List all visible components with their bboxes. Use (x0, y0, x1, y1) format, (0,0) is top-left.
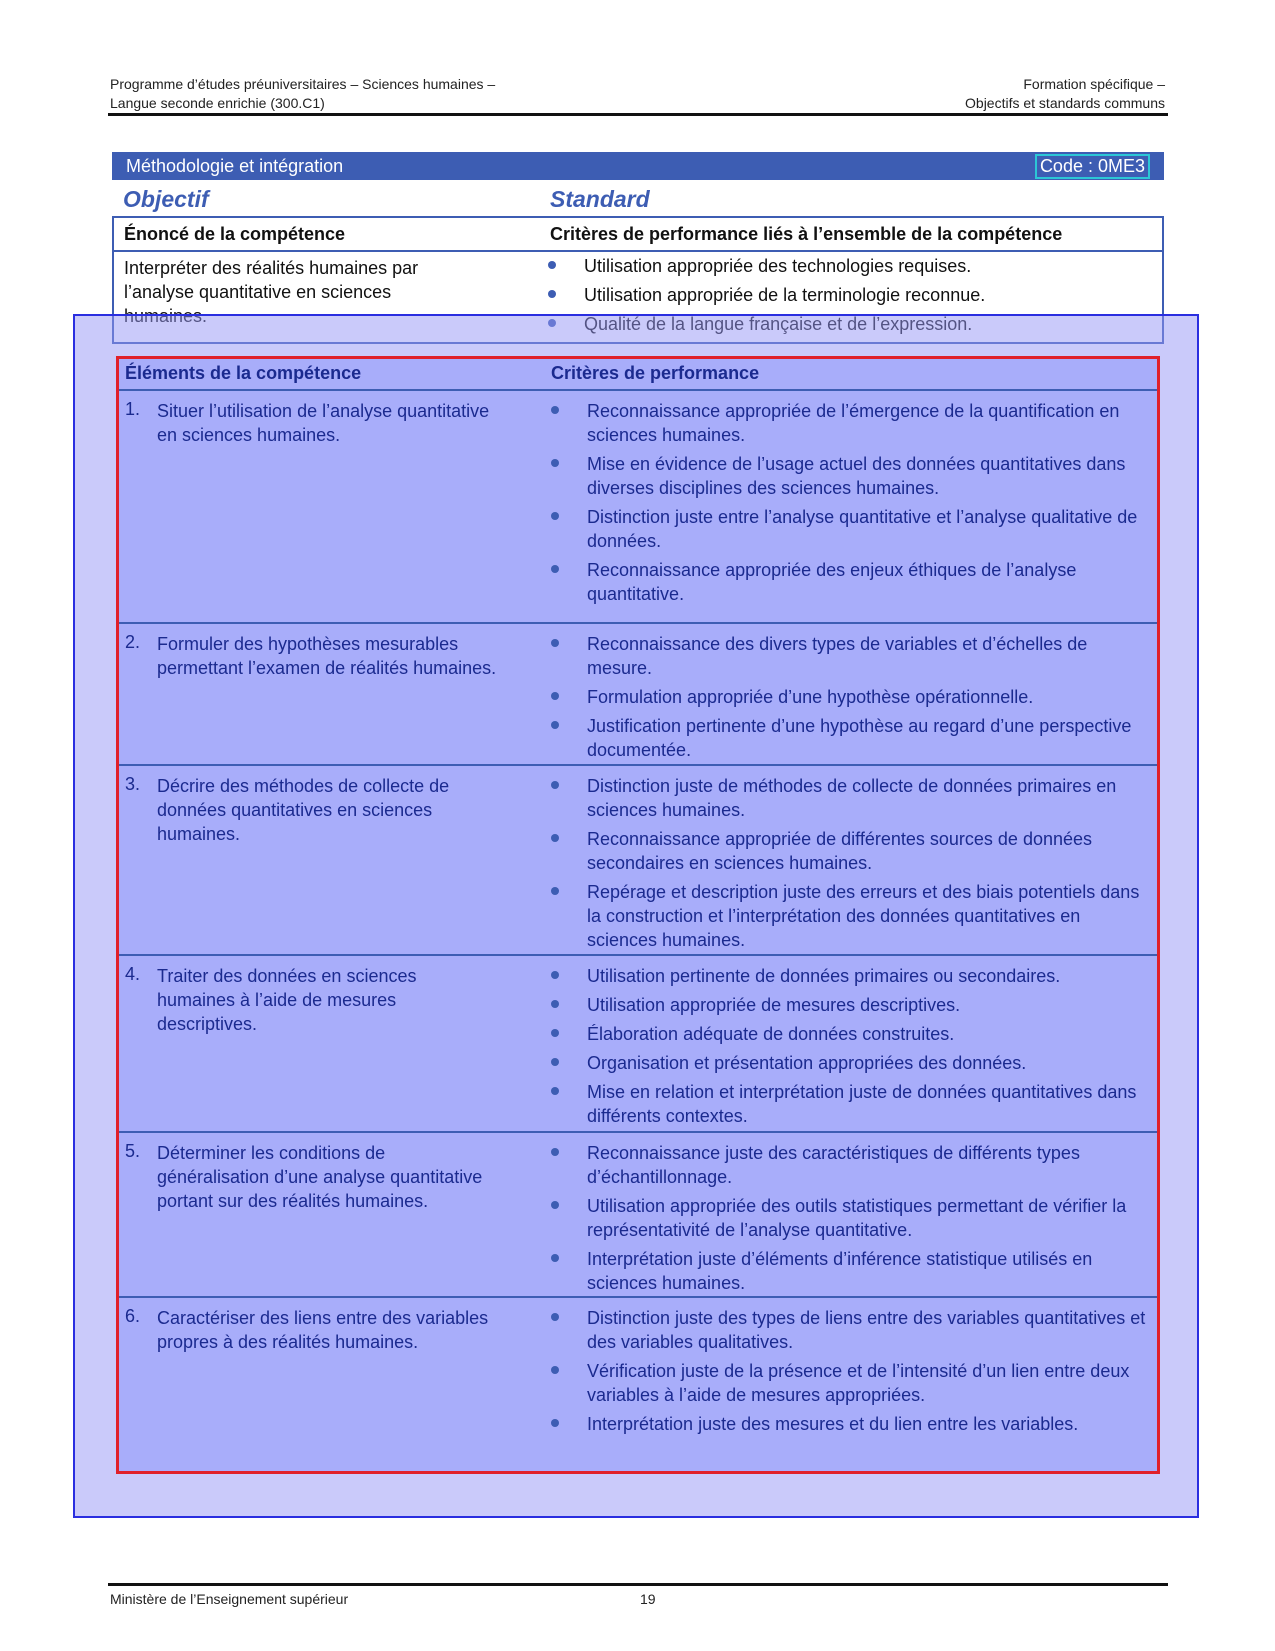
performance-list (549, 1306, 1149, 1441)
footer-divider (108, 1583, 1168, 1586)
bullet-icon (551, 1029, 559, 1037)
competence-header (114, 218, 1162, 252)
bullet-icon (551, 781, 559, 789)
page-footer (110, 1591, 656, 1607)
criteria-text: Utilisation appropriée de mesures descriptives. (587, 995, 961, 1015)
bullet-icon (551, 971, 559, 979)
banner-title: Méthodologie et intégration (126, 155, 344, 176)
bullet-icon (551, 1366, 559, 1374)
criteria-item (546, 283, 1146, 307)
element-row-3 (119, 766, 1157, 956)
criteria-text: Utilisation appropriée de la terminologie reconnue. (584, 285, 986, 305)
criteria-item (549, 1141, 1149, 1189)
criteria-item (549, 685, 1149, 709)
elements-head-right: Critères de performance (551, 363, 760, 383)
performance-list (549, 774, 1149, 957)
bullet-icon (551, 721, 559, 729)
criteria-item (549, 1359, 1149, 1407)
performance-list (549, 964, 1149, 1133)
section-standard: Standard (550, 186, 650, 212)
performance-list (549, 632, 1149, 767)
header-program: Programme d’études préuniversitaires – Sciences humaines – (110, 76, 496, 92)
criteria-item (549, 1022, 1149, 1046)
criteria-text: Interprétation juste des mesures et du lien entre les variables. (587, 1414, 1079, 1434)
bullet-icon (551, 1148, 559, 1156)
section-objectif: Objectif (123, 186, 209, 212)
element-number: 6. (125, 1306, 141, 1326)
competence-head-right: Critères de performance liés à l’ensemble de la compétence (550, 224, 1063, 244)
bullet-icon (551, 887, 559, 895)
criteria-text: Justification pertinente d’une hypothèse au regard d’une perspective documentée. (587, 716, 1132, 760)
criteria-text: Mise en évidence de l’usage actuel des données quantitatives dans diverses disciplines des sciences humaines. (587, 454, 1126, 498)
bullet-icon (551, 512, 559, 520)
bullet-icon (548, 290, 556, 298)
criteria-text: Reconnaissance juste des caractéristiques de différents types d’échantillonnage. (587, 1143, 1080, 1187)
element-number: 3. (125, 774, 141, 794)
header-divider (108, 113, 1168, 116)
bullet-icon (551, 834, 559, 842)
element-text: Décrire des méthodes de collecte de données quantitatives en sciences humaines. (157, 776, 450, 844)
criteria-item (549, 714, 1149, 762)
criteria-text: Utilisation appropriée des outils statistiques permettant de vérifier la représentativité de l’analyse quantitative. (587, 1196, 1127, 1240)
element-text: Traiter des données en sciences humaines à l’aide de mesures descriptives. (157, 966, 417, 1034)
criteria-item (549, 827, 1149, 875)
element-row-6 (119, 1298, 1157, 1463)
bullet-icon (551, 1000, 559, 1008)
criteria-item (549, 1194, 1149, 1242)
criteria-text: Distinction juste entre l’analyse quantitative et l’analyse qualitative de données. (587, 507, 1138, 551)
criteria-text: Reconnaissance appropriée des enjeux éthiques de l’analyse quantitative. (587, 560, 1077, 604)
criteria-text: Interprétation juste d’éléments d’inférence statistique utilisés en sciences humaines. (587, 1249, 1093, 1293)
criteria-text: Élaboration adéquate de données construites. (587, 1024, 955, 1044)
criteria-text: Reconnaissance appropriée de l’émergence de la quantification en sciences humaines. (587, 401, 1120, 445)
criteria-text: Reconnaissance appropriée de différentes sources de données secondaires en sciences humaines. (587, 829, 1093, 873)
criteria-item (549, 558, 1149, 606)
header-objectives: Objectifs et standards communs (965, 95, 1165, 111)
element-row-4 (119, 956, 1157, 1133)
bullet-icon (551, 639, 559, 647)
bullet-icon (551, 459, 559, 467)
bullet-icon (551, 1313, 559, 1321)
element-number: 2. (125, 632, 141, 652)
performance-list (549, 399, 1149, 611)
course-banner (112, 152, 1164, 180)
element-text: Déterminer les conditions de généralisation d’une analyse quantitative portant sur des réalités humaines. (157, 1143, 483, 1211)
element-number: 4. (125, 964, 141, 984)
bullet-icon (551, 1058, 559, 1066)
bullet-icon (551, 406, 559, 414)
criteria-item (549, 399, 1149, 447)
criteria-text: Mise en relation et interprétation juste de données quantitatives dans différents contextes. (587, 1082, 1137, 1126)
bullet-icon (551, 1201, 559, 1209)
competence-head-left: Énoncé de la compétence (124, 224, 346, 244)
bullet-icon (551, 692, 559, 700)
header-formation: Formation spécifique – (1023, 76, 1165, 92)
competence-statement: Interpréter des réalités humaines par l’analyse quantitative en sciences (124, 258, 419, 302)
element-row-5 (119, 1133, 1157, 1298)
bullet-icon (551, 1087, 559, 1095)
criteria-text: Formulation appropriée d’une hypothèse opérationnelle. (587, 687, 1034, 707)
criteria-item (549, 774, 1149, 822)
criteria-item (549, 964, 1149, 988)
element-text: Formuler des hypothèses mesurables permettant l’examen de réalités humaines. (157, 634, 497, 678)
bullet-icon (551, 565, 559, 573)
header-program-code: Langue seconde enrichie (300.C1) (110, 95, 325, 111)
criteria-item (549, 880, 1149, 952)
criteria-item (549, 632, 1149, 680)
criteria-text: Utilisation pertinente de données primaires ou secondaires. (587, 966, 1061, 986)
criteria-text: Vérification juste de la présence et de l’intensité d’un lien entre deux variables à l’aide de mesures appropriées. (587, 1361, 1130, 1405)
criteria-item (549, 1051, 1149, 1075)
element-number: 5. (125, 1141, 141, 1161)
bullet-icon (551, 1254, 559, 1262)
criteria-text: Utilisation appropriée des technologies requises. (584, 256, 972, 276)
criteria-item (549, 505, 1149, 553)
elements-table (116, 356, 1160, 1474)
element-row-1 (119, 391, 1157, 624)
elements-head-left: Éléments de la compétence (125, 363, 362, 383)
page-header (110, 75, 1165, 113)
banner-code: Code : 0ME3 (1035, 154, 1150, 179)
criteria-item (546, 254, 1146, 278)
criteria-text: Repérage et description juste des erreurs et des biais potentiels dans la construction et l’interprétation des données quantitatives en sciences humaines. (587, 882, 1140, 950)
element-text: Situer l’utilisation de l’analyse quantitative en sciences humaines. (157, 401, 490, 445)
element-text: Caractériser des liens entre des variables propres à des réalités humaines. (157, 1308, 489, 1352)
criteria-text: Distinction juste de méthodes de collecte de données primaires en sciences humaines. (587, 776, 1117, 820)
bullet-icon (548, 261, 556, 269)
element-row-2 (119, 624, 1157, 766)
performance-list (549, 1141, 1149, 1300)
criteria-item (549, 993, 1149, 1017)
criteria-text: Reconnaissance des divers types de variables et d’échelles de mesure. (587, 634, 1088, 678)
criteria-text: Distinction juste des types de liens entre des variables quantitatives et des variables qualitatives. (587, 1308, 1146, 1352)
criteria-item (549, 452, 1149, 500)
criteria-item (549, 1306, 1149, 1354)
element-number: 1. (125, 399, 141, 419)
criteria-item (549, 1247, 1149, 1295)
footer-ministry: Ministère de l’Enseignement supérieur (110, 1591, 349, 1607)
page-number: 19 (640, 1591, 656, 1607)
criteria-text: Organisation et présentation appropriées des données. (587, 1053, 1027, 1073)
criteria-item (549, 1412, 1149, 1436)
bullet-icon (551, 1419, 559, 1427)
criteria-item (549, 1080, 1149, 1128)
elements-header (119, 359, 1157, 391)
